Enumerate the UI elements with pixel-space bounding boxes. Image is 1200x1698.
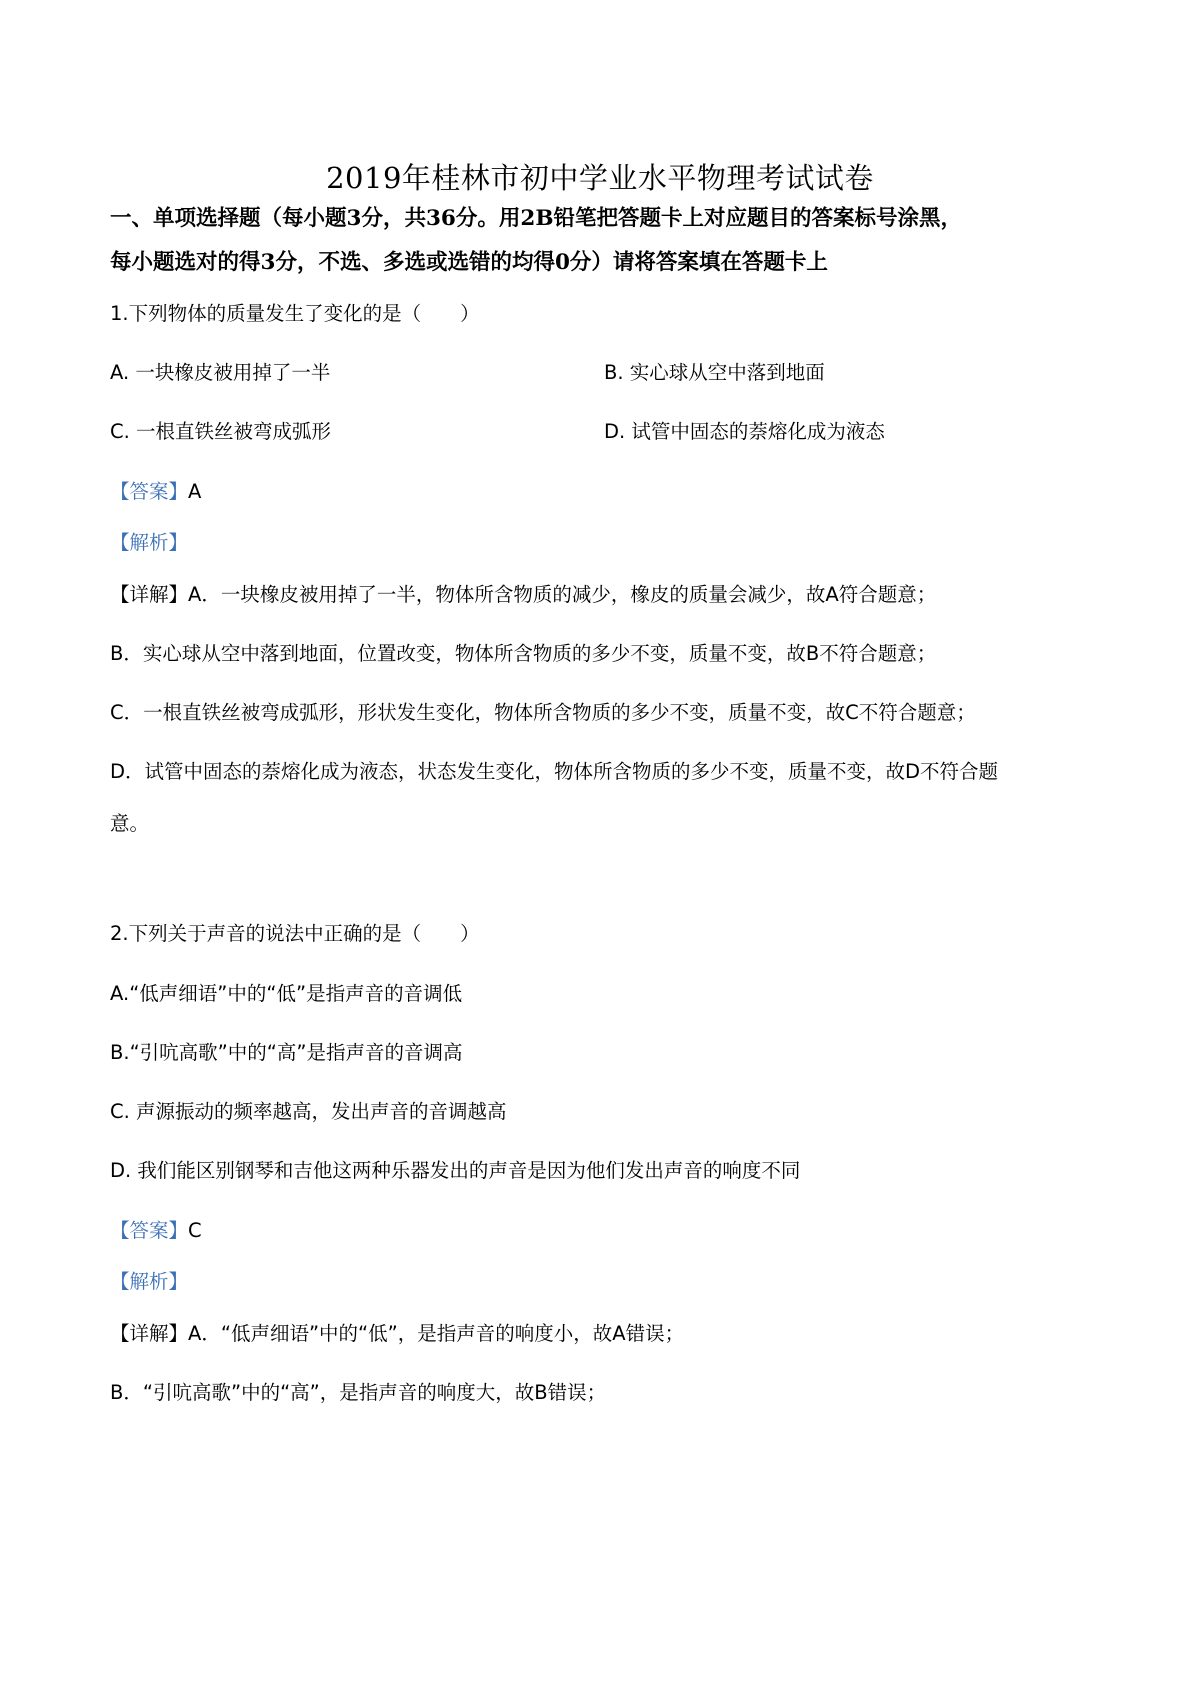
question-2-option-c: C. 声源振动的频率越高，发出声音的音调越高 [110, 1100, 507, 1123]
question-2-detail-a [110, 1318, 684, 1346]
section-instructions-line-1: 一、单项选择题（每小题3分，共36分。用2B铅笔把答题卡上对应题目的答案标号涂黑， [110, 206, 963, 231]
question-2-answer [110, 1215, 202, 1243]
question-1-analysis-tag [110, 527, 188, 555]
analysis-tag: 【解析】 [110, 1270, 189, 1293]
detail-tag: 【详解】 [110, 583, 189, 606]
question-2-detail-b: B．“引吭高歌”中的“高”，是指声音的响度大，故B错误； [110, 1381, 607, 1404]
question-2-option-a: A.“低声细语”中的“低”是指声音的音调低 [110, 982, 463, 1005]
question-1-answer [110, 476, 201, 504]
question-1-option-d: D. 试管中固态的萘熔化成为液态 [604, 420, 885, 443]
question-1-option-a: A. 一块橡皮被用掉了一半 [110, 361, 331, 384]
question-2-stem: 2.下列关于声音的说法中正确的是（ ） [110, 922, 480, 945]
answer-value: C [188, 1219, 202, 1242]
answer-tag: 【答案】 [110, 1219, 189, 1242]
answer-tag: 【答案】 [110, 480, 189, 503]
section-instructions [110, 197, 1110, 285]
question-1-stem: 1.下列物体的质量发生了变化的是（ ） [110, 302, 480, 325]
detail-tag: 【详解】 [110, 1322, 189, 1345]
question-1-option-b: B. 实心球从空中落到地面 [604, 361, 825, 384]
question-2-option-b: B.“引吭高歌”中的“高”是指声音的音调高 [110, 1041, 463, 1064]
detail-text: A．“低声细语”中的“低”，是指声音的响度小，故A错误； [188, 1322, 685, 1345]
question-1-detail-c: C．一根直铁丝被弯成弧形，形状发生变化，物体所含物质的多少不变，质量不变，故C不符合题意； [110, 701, 976, 724]
question-2-option-d: D. 我们能区别钢琴和吉他这两种乐器发出的声音是因为他们发出声音的响度不同 [110, 1159, 801, 1182]
detail-text: A．一块橡皮被用掉了一半，物体所含物质的减少，橡皮的质量会减少，故A符合题意； [188, 583, 937, 606]
question-1-detail-d-cont: 意。 [110, 812, 150, 835]
question-1-option-c: C. 一根直铁丝被弯成弧形 [110, 420, 332, 443]
analysis-tag: 【解析】 [110, 531, 189, 554]
exam-title: 2019年桂林市初中学业水平物理考试试卷 [326, 161, 874, 195]
answer-value: A [188, 480, 202, 503]
question-1-detail-d: D．试管中固态的萘熔化成为液态，状态发生变化，物体所含物质的多少不变，质量不变，故D不符合题 [110, 760, 999, 783]
question-1-detail-b: B．实心球从空中落到地面，位置改变，物体所含物质的多少不变，质量不变，故B不符合题意； [110, 642, 937, 665]
section-instructions-line-2: 每小题选对的得3分，不选、多选或选错的均得0分）请将答案填在答题卡上 [110, 250, 828, 275]
question-2-analysis-tag [110, 1266, 188, 1294]
question-1-detail-a [110, 579, 936, 607]
